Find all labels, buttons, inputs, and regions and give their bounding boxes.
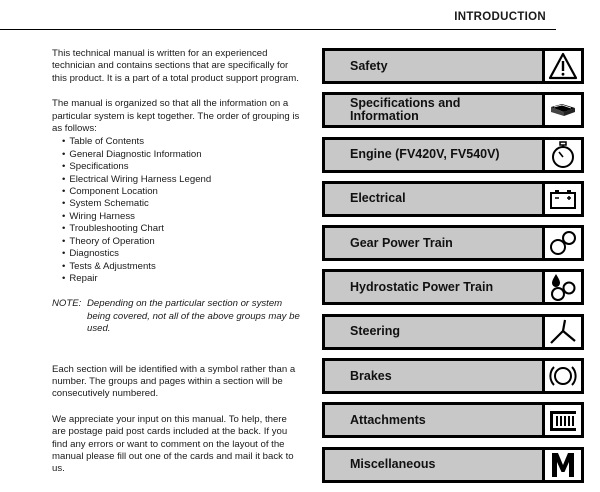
section-tab-attachments[interactable] xyxy=(322,402,584,438)
section-label: Attachments xyxy=(325,405,542,435)
attachment-icon xyxy=(545,405,581,435)
section-tab-safety[interactable] xyxy=(322,48,584,84)
list-item: • Troubleshooting Chart xyxy=(62,223,302,235)
section-tab-miscellaneous[interactable] xyxy=(322,447,584,483)
list-item: • System Schematic xyxy=(62,198,302,210)
intro-paragraph-2: The manual is organized so that all the information on a particular system is kept together. The order of grouping is as follows: xyxy=(52,98,300,135)
section-tab-hydrostatic-power-train[interactable] xyxy=(322,269,584,305)
section-label: Safety xyxy=(325,51,542,81)
list-item: • Component Location xyxy=(62,186,302,198)
list-item: • Theory of Operation xyxy=(62,236,302,248)
list-item: • General Diagnostic Information xyxy=(62,149,302,161)
list-item: • Tests & Adjustments xyxy=(62,261,302,273)
section-label: Electrical xyxy=(325,184,542,214)
list-item: • Diagnostics xyxy=(62,248,302,260)
intro-paragraph-1: This technical manual is written for an experienced technician and contains sections that are specifically for this product. It is a part of a total product support program. xyxy=(52,48,299,84)
section-label: Hydrostatic Power Train xyxy=(325,272,542,302)
section-tab-gear-power-train[interactable] xyxy=(322,225,584,261)
page-header-title: INTRODUCTION xyxy=(454,11,546,23)
list-item: • Table of Contents xyxy=(62,136,302,148)
intro-paragraph-3: Each section will be identified with a symbol rather than a number. The groups and pages within a section will be consecutively numbered. xyxy=(52,363,296,400)
section-label: Miscellaneous xyxy=(325,450,542,480)
intro-text xyxy=(52,48,302,489)
section-label: Gear Power Train xyxy=(325,228,542,258)
battery-icon xyxy=(545,184,581,214)
hydraulic-gears-icon xyxy=(545,272,581,302)
list-item: • Repair xyxy=(62,273,302,285)
section-tab-engine[interactable] xyxy=(322,137,584,173)
warning-icon xyxy=(545,51,581,81)
intro-paragraph-4: We appreciate your input on this manual. To help, there are postage paid post cards included at the back. If you find any errors or want to comment on the layout of the manual please fill out one of the cards and mail it back to us. xyxy=(52,413,294,475)
note-text: Depending on the particular section or system being covered, not all of the above groups may be used. xyxy=(87,298,300,335)
list-item: • Electrical Wiring Harness Legend xyxy=(62,174,302,186)
section-tab-brakes[interactable] xyxy=(322,358,584,394)
section-label: Specifications and Information xyxy=(325,95,542,125)
section-tabs xyxy=(322,48,584,491)
m-letter-icon xyxy=(545,450,581,480)
note-label: NOTE: xyxy=(52,298,82,310)
list-item: • Specifications xyxy=(62,161,302,173)
section-label: Brakes xyxy=(325,361,542,391)
steering-icon xyxy=(545,317,581,347)
section-tab-specifications[interactable] xyxy=(322,92,584,128)
section-tab-electrical[interactable] xyxy=(322,181,584,217)
book-icon xyxy=(545,95,581,125)
section-label: Engine (FV420V, FV540V) xyxy=(325,140,542,170)
header-rule xyxy=(0,29,556,30)
brake-icon xyxy=(545,361,581,391)
section-tab-steering[interactable] xyxy=(322,314,584,350)
note xyxy=(52,298,302,335)
stopwatch-icon xyxy=(545,140,581,170)
section-label: Steering xyxy=(325,317,542,347)
grouping-list xyxy=(52,136,302,285)
list-item: • Wiring Harness xyxy=(62,211,302,223)
gears-icon xyxy=(545,228,581,258)
